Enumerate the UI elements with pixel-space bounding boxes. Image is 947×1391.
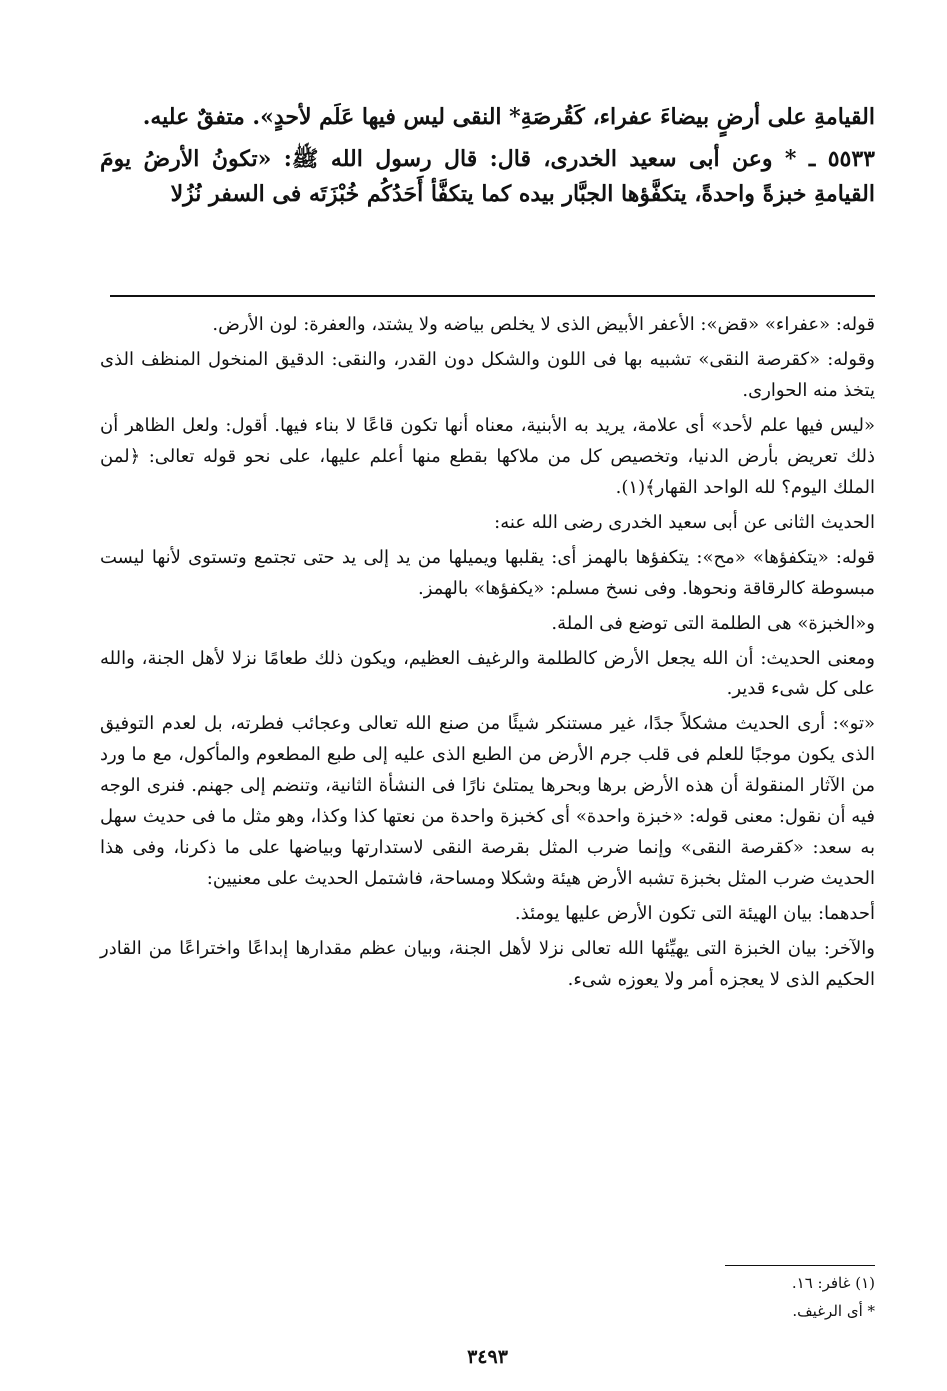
hadith-paragraph: ٥٥٣٣ ـ * وعن أبى سعيد الخدرى، قال: قال رسول الله ﷺ: «تكونُ الأرضُ يومَ القيامةِ خبزةً واحدةً، يتكفَّؤها الجبَّار بيده كما يتكفَّأ أَحَدُكُم خُبْزَتَه فى السفر نُزُلا: [100, 145, 875, 208]
commentary-paragraph: ومعنى الحديث: أن الله يجعل الأرض كالطلمة والرغيف العظيم، ويكون ذلك طعامًا نزلا لأهل الجنة، والله على كل شىء قدير.: [100, 647, 875, 700]
commentary-paragraph: الحديث الثانى عن أبى سعيد الخدرى رضى الله عنه:: [494, 511, 875, 533]
commentary-paragraph: أحدهما: بيان الهيئة التى تكون الأرض عليها يومئذ.: [514, 903, 875, 925]
commentary-text: [100, 310, 875, 1000]
footnote: * أى الرغيف.: [792, 1301, 875, 1320]
commentary-paragraph: قوله: «عفراء» «قض»: الأعفر الأبيض الذى لا يخلص بياضه ولا يشتد، والعفرة: لون الأرض.: [212, 314, 875, 335]
commentary-paragraph: وقوله: «كقرصة النقى» تشبيه بها فى اللون والشكل دون القدر، والنقى: الدقيق المنخول المنظف الذى يتخذ منه الحوارى.: [100, 348, 875, 401]
footnote: (١) غافر: ١٦.: [791, 1274, 875, 1292]
book-page: [100, 0, 875, 1391]
commentary-paragraph: و«الخبزة» هى الطلمة التى توضع فى الملة.: [551, 612, 875, 634]
commentary-paragraph: «ليس فيها علم لأحد» أى علامة، يريد به الأبنية، معناه أنها تكون قاعًا لا بناء فيها. أقول: ولعل الظاهر أن ذلك تعريض بأرض الدنيا، وتخصيص كل من ملاكها بقطع منها أعلم عليها، على نحو قوله تعالى: ﴿لمن الملك اليوم؟ لله الواحد القهار﴾(١).: [100, 414, 875, 498]
hadith-paragraph: القيامةِ على أرضٍ بيضاءَ عفراء، كَقُرصَةِ* النقى ليس فيها عَلَم لأحدٍ». متفقٌ عليه.: [142, 104, 875, 130]
page-number: ٣٤٩٣: [467, 1346, 508, 1368]
footnote-divider: [725, 1265, 875, 1266]
commentary-paragraph: «تو»: أرى الحديث مشكلاً جدًا، غير مستنكر شيئًا من صنع الله تعالى وعجائب فطرته، بل لعدم التوفيق الذى يكون موجبًا للعلم فى قلب جرم الأرض من الطبع الذى عليه إلى طبع المطعوم والمأكول، مع ما ورد من الآثار المنقولة أن هذه الأرض برها وبحرها يمتلئ نارًا فى النشأة الثانية، وتنضم إلى جهنم. فنرى الوجه فيه أن نقول: معنى قوله: «خبزة واحدة» أى كخبزة واحدة من نعتها كذا وكذا، وهو مثل ما فى حديث سهل به سعد: «كقرصة النقى» وإنما ضرب المثل بقرصة النقى لاستدارتها وبياضها على ما ذكرنا، وفى هذا الحديث ضرب المثل بخبزة تشبه الأرض هيئة وشكلا ومساحة، فاشتمل الحديث على معنيين:: [100, 713, 875, 890]
hadith-text: [100, 100, 875, 219]
commentary-paragraph: والآخر: بيان الخبزة التى يهيِّئها الله تعالى نزلا لأهل الجنة، وبيان عظم مقدارها إبداعًا واختراعًا من القادر الحكيم الذى لا يعجزه أمر ولا يعوزه شىء.: [100, 938, 875, 991]
footnotes: [100, 1270, 875, 1326]
commentary-paragraph: قوله: «يتكفؤها» «مح»: يتكفؤها بالهمز أى: يقلبها ويميلها من يد إلى يد حتى تجتمع وتستوى لأنها ليست مبسوطة كالرقاقة ونحوها. وفى نسخ مسلم: «يكفؤها» بالهمز.: [100, 546, 875, 599]
text-divider: [110, 295, 875, 297]
